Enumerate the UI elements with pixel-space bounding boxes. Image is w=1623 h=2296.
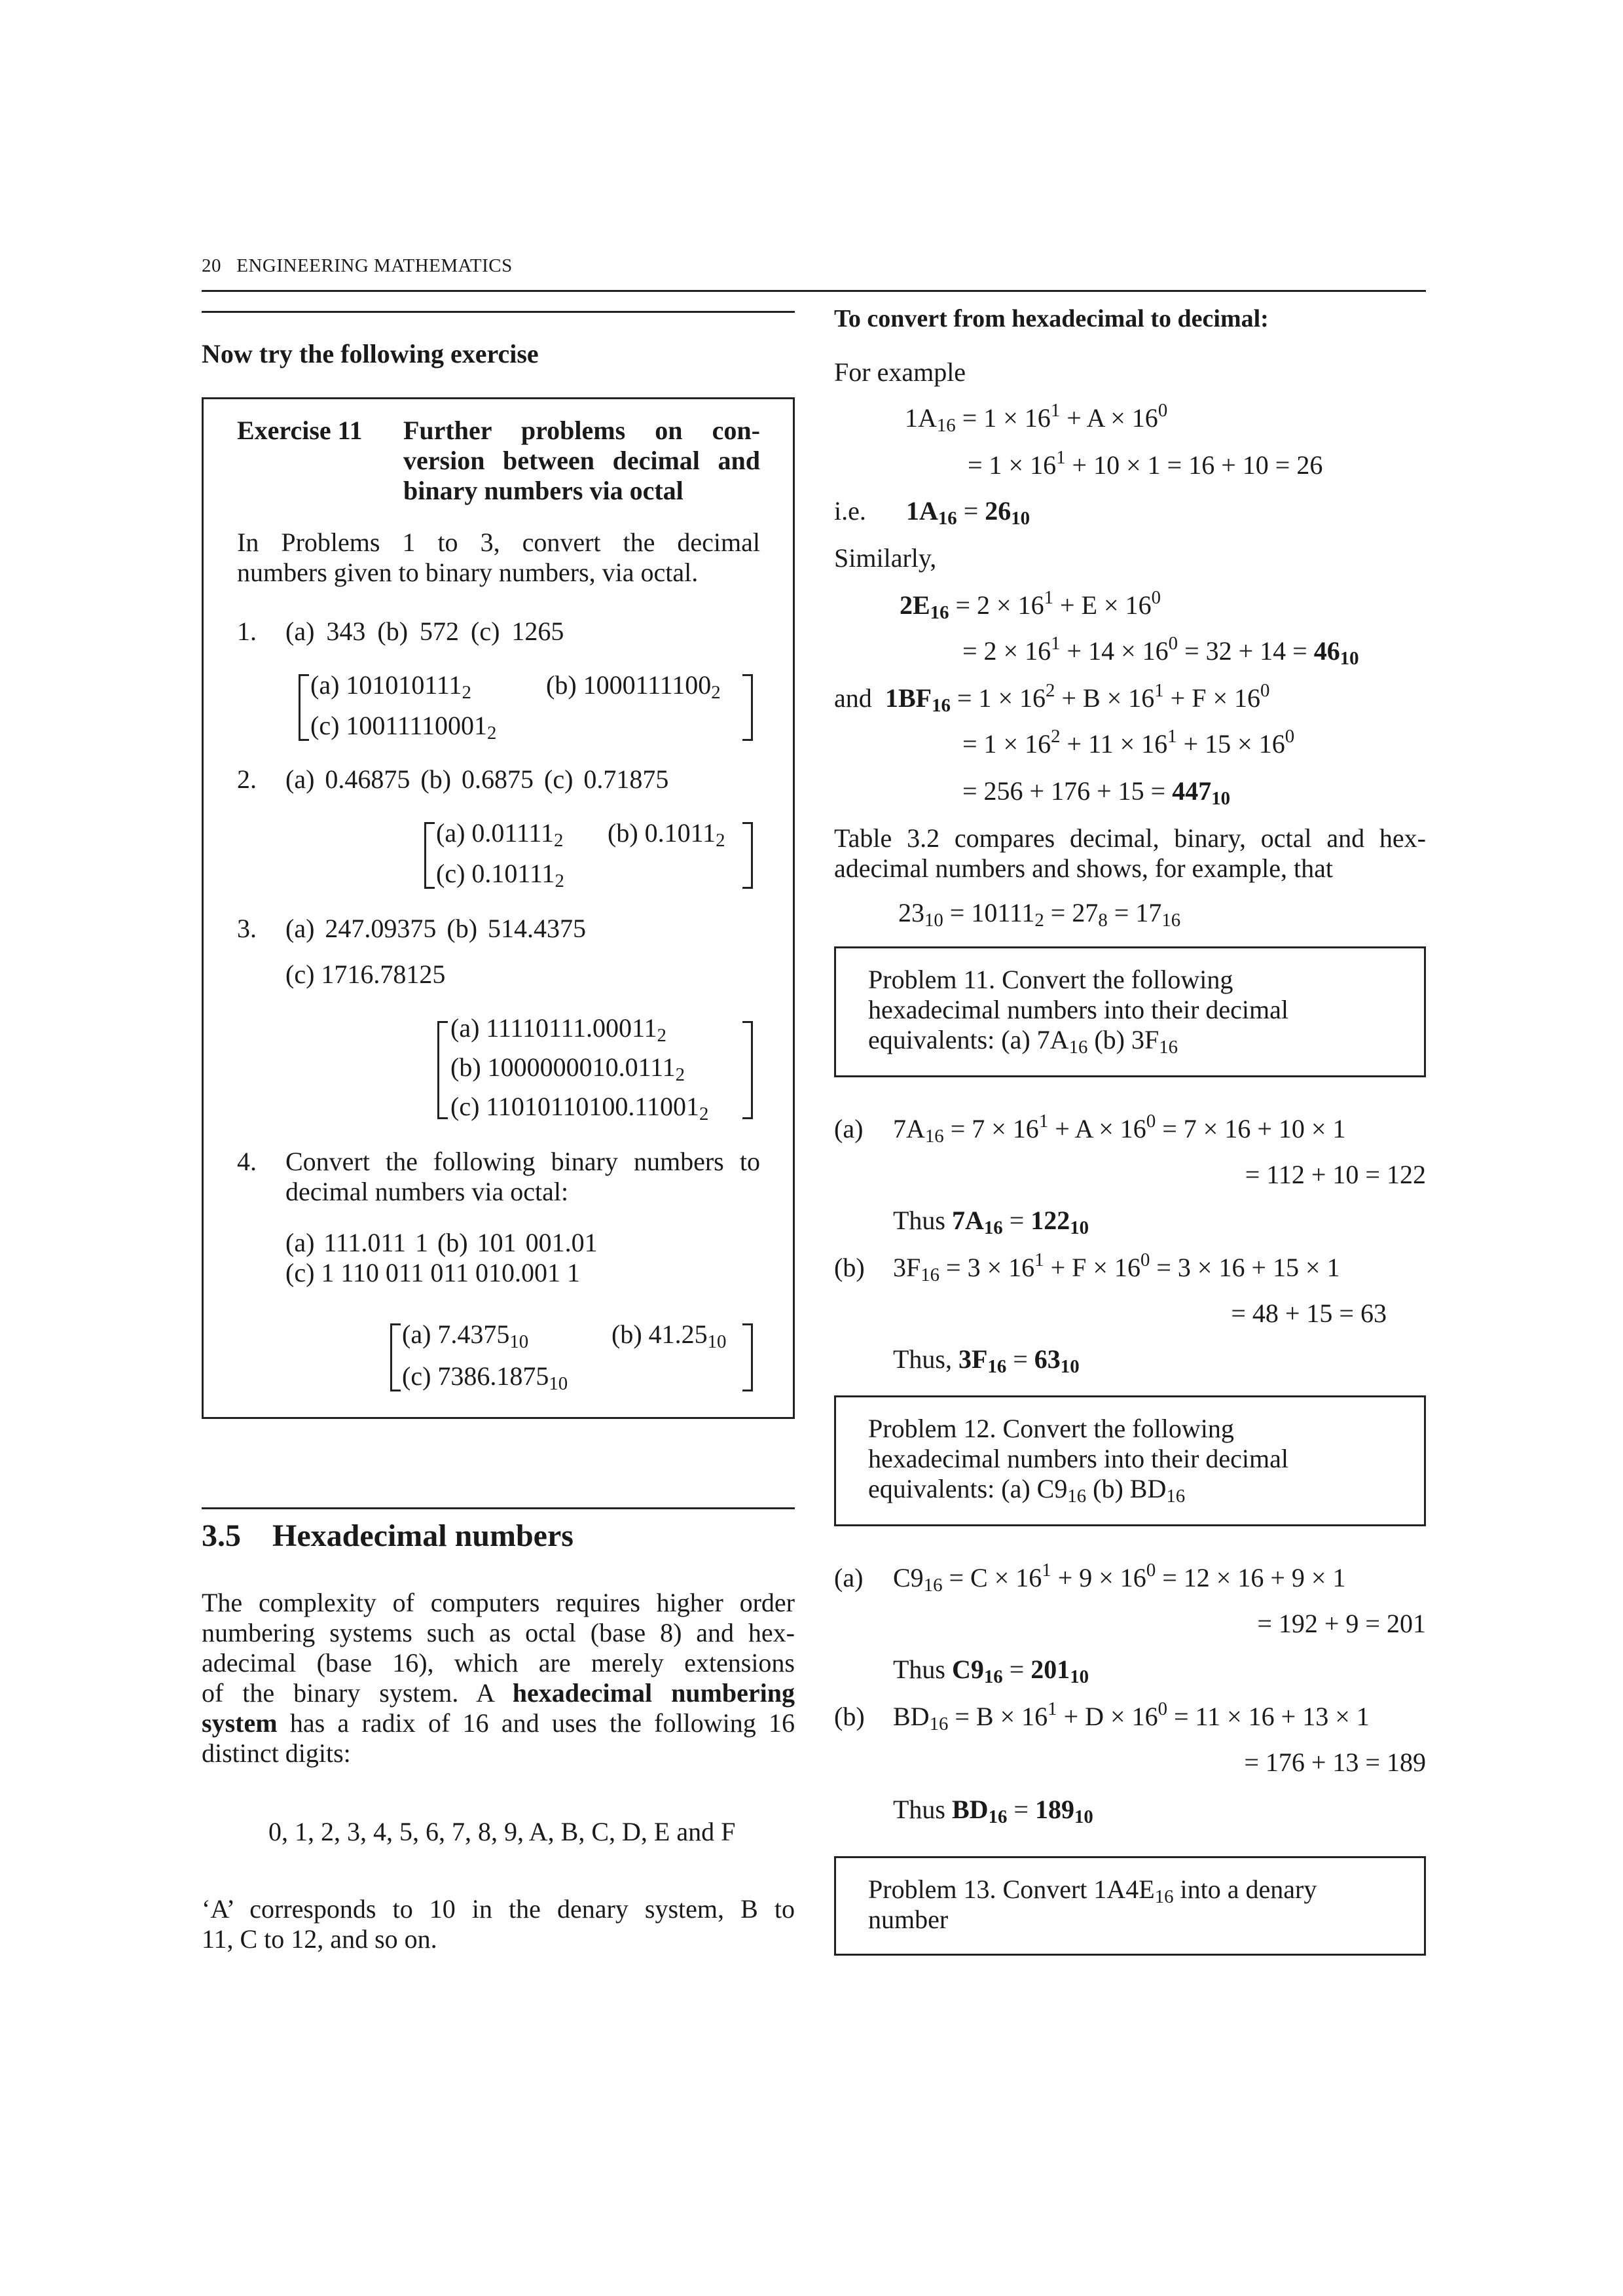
p1-answer-a: (a) $101010111_2$ <box>310 670 471 704</box>
right-subhead: To convert from hexadecimal to decimal: <box>834 305 1269 332</box>
eq-3f-line2: = 48 + 15 = 63 <box>1231 1299 1387 1328</box>
eq-c9-result: Thus $C9_{16} = 201_{10}$ <box>893 1655 1089 1688</box>
eq-7a-line2: = 112 + 10 = 122 <box>1245 1160 1426 1189</box>
p4-answer-b: (b) $41.25_{10}$ <box>611 1319 727 1353</box>
problem-12-line3: equivalents: (a) $C9_{16}$ (b) $BD_{16}$ <box>868 1474 1186 1507</box>
p3-number: 3. <box>237 914 257 943</box>
p12-part-b: (b) <box>834 1702 865 1731</box>
p4-number: 4. <box>237 1147 257 1176</box>
running-title: ENGINEERING MATHEMATICS <box>236 255 513 276</box>
and-label: and <box>834 683 872 713</box>
running-head <box>202 255 513 277</box>
p1-answer-c: (c) $10011110001_2$ <box>310 711 497 744</box>
table-text-line1: Table 3.2 compares decimal, binary, octal and hex- <box>834 823 1426 853</box>
p2-answer-c: (c) $0.10111_2$ <box>436 859 564 892</box>
p12-part-a: (a) <box>834 1563 864 1592</box>
p2-number: 2. <box>237 764 257 794</box>
problem-13-line2: number <box>868 1905 949 1934</box>
page-number: 20 <box>202 255 221 276</box>
p1-number: 1. <box>237 617 257 646</box>
section-heading <box>202 1517 574 1555</box>
eq-1a-result: $1A_{16} = 26_{10}$ <box>906 496 1030 529</box>
p1-bracket-left <box>299 674 309 741</box>
p2-answer-a: (a) $0.01111_2$ <box>436 818 564 852</box>
p3-answer-c: (c) $11010110100.11001_2$ <box>450 1092 709 1125</box>
p4-question-1: Convert the following binary numbers to <box>285 1147 760 1176</box>
eq-7a-line1: $7A_{16} = 7 \times 16^1 + A \times 16^0 = 7 \times 16 + 10 \times 1$ <box>893 1111 1346 1147</box>
p3-answer-b: (b) $1000000010.0111_2$ <box>450 1052 685 1086</box>
p2-question: (a) 0.46875 (b) 0.6875 (c) 0.71875 <box>285 764 669 794</box>
para1-line5: system has a radix of 16 and uses the following 16 <box>202 1708 795 1738</box>
p3-bracket-right <box>742 1021 753 1119</box>
eq-2e-line1: $2E_{16} = 2 \times 16^1 + E \times 16^0$ <box>900 587 1161 624</box>
hex-digits: 0, 1, 2, 3, 4, 5, 6, 7, 8, 9, A, B, C, D, E and F <box>268 1817 736 1846</box>
p2-answer-b: (b) $0.1011_2$ <box>608 818 725 852</box>
problem-12-line1: Problem 12. Convert the following <box>868 1414 1234 1443</box>
p4-answer-c: (c) $7386.1875_{10}$ <box>402 1361 568 1395</box>
para2-line2: 11, C to 12, and so on. <box>202 1924 437 1954</box>
exercise-title-1: Further problems on con- <box>403 416 760 445</box>
eq-1a-line2: = $1 \times 16^1 + 10 \times 1 = 16 + 10 = 26$ <box>968 447 1323 480</box>
exercise-intro-1: In Problems 1 to 3, convert the decimal <box>237 528 760 557</box>
exercise-title-2: version between decimal and <box>403 446 760 475</box>
eq-bd-line2: = 176 + 13 = 189 <box>1244 1748 1426 1777</box>
p11-part-a: (a) <box>834 1114 864 1143</box>
section-title: Hexadecimal numbers <box>272 1518 574 1553</box>
p4-bracket-left <box>390 1323 401 1391</box>
p1-question: (a) 343 (b) 572 (c) 1265 <box>285 617 564 646</box>
eq-23: $23_{10} = 10111_2 = 27_8 = 17_{16}$ <box>898 898 1181 931</box>
eq-1bf-line3: = $256 + 176 + 15 = 447_{10}$ <box>962 776 1231 810</box>
para1-line3: adecimal (base 16), which are merely extensions <box>202 1648 795 1677</box>
eq-3f-line1: $3F_{16} = 3 \times 16^1 + F \times 16^0 = 3 \times 16 + 15 \times 1$ <box>893 1249 1340 1286</box>
problem-11-line2: hexadecimal numbers into their decimal <box>868 995 1288 1024</box>
eq-7a-result: Thus $7A_{16} = 122_{10}$ <box>893 1206 1089 1239</box>
section-rule <box>202 1507 795 1509</box>
eq-c9-line2: = 192 + 9 = 201 <box>1257 1609 1426 1638</box>
table-text-line2: adecimal numbers and shows, for example, that <box>834 853 1333 883</box>
eq-1bf-line1: $1BF_{16} = 1 \times 16^2 + B \times 16^1 + F \times 16^0$ <box>885 680 1270 717</box>
eq-bd-line1: $BD_{16} = B \times 16^1 + D \times 16^0 = 11 \times 16 + 13 \times 1$ <box>893 1698 1370 1735</box>
problem-11-line1: Problem 11. Convert the following <box>868 965 1233 994</box>
p3-question-1: (a) 247.09375 (b) 514.4375 <box>285 914 587 943</box>
problem-11-line3: equivalents: (a) $7A_{16}$ (b) $3F_{16}$ <box>868 1025 1178 1058</box>
p4-answer-a: (a) $7.4375_{10}$ <box>402 1319 529 1353</box>
para1-line2: numbering systems such as octal (base 8) and hex- <box>202 1618 795 1647</box>
para2-line1: ‘A’ corresponds to 10 in the denary system, B to <box>202 1894 795 1924</box>
exercise-label: Exercise 11 <box>237 416 363 445</box>
para1-line1: The complexity of computers requires higher order <box>202 1588 795 1617</box>
problem-12-line2: hexadecimal numbers into their decimal <box>868 1444 1288 1473</box>
exercise-intro-2: numbers given to binary numbers, via octal. <box>237 558 699 587</box>
p4-item-1: (a) 111.011 1 (b) 101 001.01 <box>285 1228 598 1257</box>
p4-item-2: (c) 1 110 011 011 010.001 1 <box>285 1258 580 1287</box>
header-rule <box>202 290 1426 292</box>
section-number: 3.5 <box>202 1518 241 1553</box>
para1-line4: of the binary system. A hexadecimal numbering <box>202 1678 795 1708</box>
p3-question-2: (c) 1716.78125 <box>285 960 446 989</box>
eq-1bf-line2: = $1 \times 16^2 + 11 \times 16^1 + 15 \times 16^0$ <box>962 726 1295 759</box>
exercise-top-rule <box>202 311 795 313</box>
p1-answer-b: (b) $1000111100_2$ <box>546 670 721 704</box>
para1-line6: distinct digits: <box>202 1738 351 1768</box>
p4-bracket-right <box>742 1323 753 1391</box>
for-example: For example <box>834 357 966 387</box>
eq-1a-line1: $1A_{16} = 1 \times 16^1 + A \times 16^0$ <box>905 400 1168 437</box>
eq-c9-line1: $C9_{16} = C \times 16^1 + 9 \times 16^0 = 12 \times 16 + 9 \times 1$ <box>893 1560 1346 1596</box>
exercise-title-3: binary numbers via octal <box>403 476 684 505</box>
p2-bracket-right <box>742 822 753 889</box>
eq-2e-line2: = $2 \times 16^1 + 14 \times 16^0 = 32 + 14 = 46_{10}$ <box>962 633 1359 670</box>
p3-answer-a: (a) $11110111.00011_2$ <box>450 1013 666 1047</box>
p1-bracket-right <box>742 674 753 741</box>
problem-13-line1: Problem 13. Convert $1A4E_{16}$ into a denary <box>868 1874 1317 1908</box>
try-heading: Now try the following exercise <box>202 339 539 368</box>
p2-bracket-left <box>424 822 435 889</box>
eq-3f-result: Thus, $3F_{16} = 63_{10}$ <box>893 1344 1080 1378</box>
eq-bd-result: Thus $BD_{16} = 189_{10}$ <box>893 1795 1093 1828</box>
similarly-label: Similarly, <box>834 543 937 573</box>
p11-part-b: (b) <box>834 1253 865 1282</box>
p4-question-2: decimal numbers via octal: <box>285 1177 569 1206</box>
ie-label: i.e. <box>834 496 866 526</box>
p3-bracket-left <box>437 1021 448 1119</box>
